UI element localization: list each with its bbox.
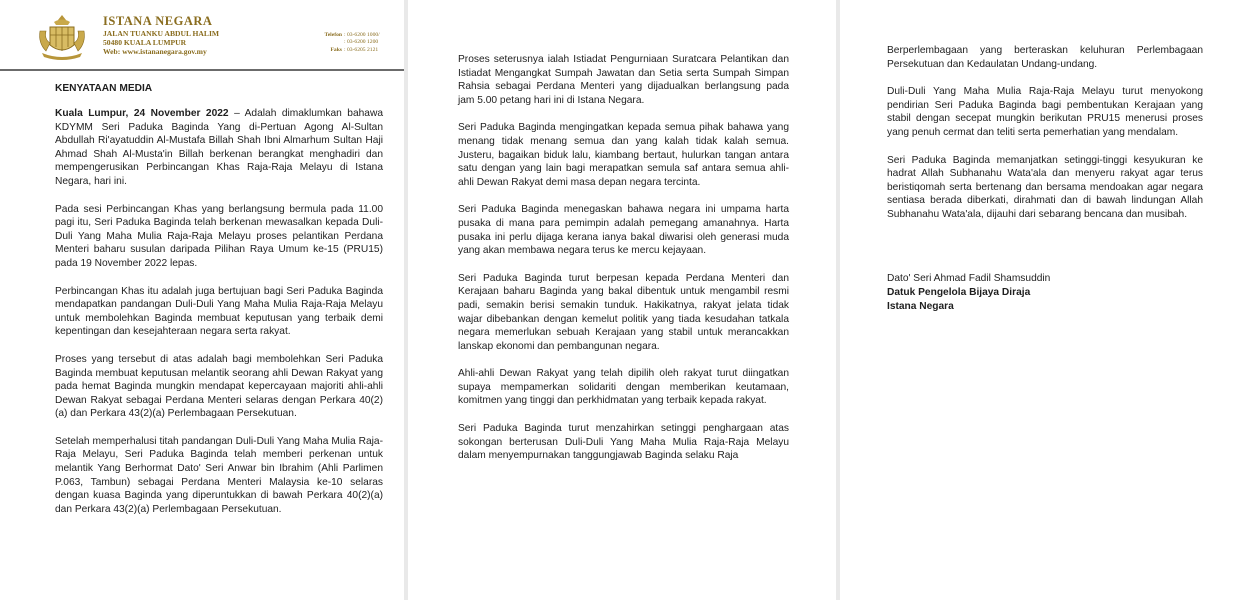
paragraph: Seri Paduka Baginda turut berpesan kepada Perdana Menteri dan Kerajaan baharu Baginda yang bakal dibentuk untuk mengambil resmi padi, semakin berisi semakin tunduk. Hakikatnya, rakyat jelata tidak wajar dibebankan dengan kemelut politik yang tiada kesudahan tatkala negara memerlukan sebuah Kerajaan yang stabil untuk merancakkan lanskap ekonomi dan pembangunan negara.	[458, 272, 789, 352]
address-line-2: 50480 KUALA LUMPUR	[103, 38, 187, 47]
signatory-title: Datuk Pengelola Bijaya Diraja	[887, 287, 1031, 298]
paragraph: Pada sesi Perbincangan Khas yang berlangsung bermula pada 11.00 pagi itu, Seri Paduka Baginda telah berkenan mewasalkan kepada Duli-Duli Yang Maha Mulia Raja-Raja Melayu proses pelantikan Perdana Menteri baharu susulan daripada Pilihan Raya Umum ke-15 (PRU15) pada 19 November 2022 lepas.	[55, 203, 383, 269]
document-page-3	[840, 0, 1256, 600]
paragraph	[55, 107, 383, 189]
signature-block	[887, 272, 1050, 314]
document-page-2	[408, 0, 836, 600]
address-line-1: JALAN TUANKU ABDUL HALIM	[103, 29, 220, 38]
letterhead-contact	[306, 32, 380, 54]
document-page-1	[0, 0, 404, 600]
paragraph: Seri Paduka Baginda mengingatkan kepada semua pihak bahawa yang menang tidak menang semua dan yang kalah tidak kalah semua. Justeru, bagaikan biduk lalu, kiambang bertaut, hulurkan tangan antara satu dengan yang lain bagi merapatkan semula saf antara semua ahli-ahli Dewan Rakyat demi masa depan negara tercinta.	[458, 122, 789, 188]
dateline: Kuala Lumpur, 24 November 2022	[55, 108, 229, 119]
telefon-number-1: : 03-6200 1000/	[344, 32, 380, 38]
paragraph: Duli-Duli Yang Maha Mulia Raja-Raja Melayu turut menyokong pendirian Seri Paduka Baginda bagi pembentukan Kerajaan yang stabil dengan secepat mungkin berikutan PRU15 menerusi proses yang penuh cermat dan teliti serta pemerhatian yang mendalam.	[887, 86, 1203, 138]
telefon-label: Telefon	[324, 32, 342, 38]
web-address: Web: www.istananegara.gov.my	[103, 47, 207, 56]
letterhead-name: ISTANA NEGARA	[103, 14, 213, 28]
paragraph: Setelah memperhalusi titah pandangan Duli-Duli Yang Maha Mulia Raja-Raja Melayu, Seri Paduka Baginda telah memberi perkenan untuk melantik Yang Berhormat Dato' Seri Anwar bin Ibrahim (Ahli Parlimen P.063, Tambun) sebagai Perdana Menteri Malaysia ke-10 selaras dengan kuasa Baginda yang diperuntukkan di bawah Perkara 40(2)(a) dan Perkara 43(2)(a) Perlembagaan Persekutuan.	[55, 435, 383, 515]
telefon-number-2: : 03-6200 1200	[344, 39, 379, 46]
paragraph: Berperlembagaan yang berteraskan keluhuran Perlembagaan Persekutuan dan Kedaulatan Undang-undang.	[887, 45, 1203, 70]
paragraph: Proses yang tersebut di atas adalah bagi membolehkan Seri Paduka Baginda membuat keputusan melantik seorang ahli Dewan Rakyat yang pada hemat Baginda mungkin mendapat kepercayaan majoriti ahli-ahli Dewan Rakyat sebagai Perdana Menteri selaras dengan Perkara 40(2)(a) dan Perkara 43(2)(a) Perlembagaan Persekutuan.	[55, 353, 383, 420]
signatory-name: Dato' Seri Ahmad Fadil Shamsuddin	[887, 273, 1051, 284]
faks-number: : 03-6205 2121	[344, 46, 379, 53]
paragraph: Perbincangan Khas itu adalah juga bertujuan bagi Seri Paduka Baginda mendapatkan pandangan Duli-Duli Yang Maha Mulia Raja-Raja Melayu untuk membolehkan Baginda membuat keputusan yang terbaik demi kepentingan dan kesejahteraan negara serta rakyat.	[55, 285, 383, 338]
paragraph: Proses seterusnya ialah Istiadat Pengurniaan Suratcara Pelantikan dan Istiadat Mengangkat Sumpah Jawatan dan Setia serta Sumpah Simpan Rahsia sebagai Perdana Menteri yang dijadualkan berlangsung pada jam 5.00 petang hari ini di Istana Negara.	[458, 54, 789, 106]
paragraph: Seri Paduka Baginda menegaskan bahawa negara ini umpama harta pusaka di mana para pemimpin adalah pemegang amanahnya. Harta pusaka ini perlu dijaga kerana ianya bakal diwarisi oleh generasi muda yang akan membawa negara terus ke mercu kejayaan.	[458, 204, 789, 257]
paragraph: Seri Paduka Baginda turut menzahirkan setinggi penghargaan atas sokongan berterusan Duli-Duli Yang Maha Mulia Raja-Raja Melayu dalam menyempurnakan tanggungjawab Baginda selaku Raja	[458, 423, 789, 462]
page-1-body	[55, 107, 383, 530]
faks-label: Faks	[330, 46, 342, 53]
paragraph-text: – Adalah dimaklumkan bahawa KDYMM Seri Paduka Baginda Yang di-Pertuan Agong Al-Sultan Abdullah Ri'ayatuddin Al-Mustafa Billah Shah Ibni Almarhum Sultan Haji Ahmad Shah Al-Musta'in Billah berkenan berangkat menghadiri dan mempengerusikan Perbincangan Khas Raja-Raja Melayu di Istana Negara, hari ini.	[55, 108, 383, 187]
coat-of-arms-icon	[32, 13, 92, 61]
letterhead-address	[103, 29, 219, 56]
letterhead-divider	[0, 69, 404, 71]
signatory-organisation: Istana Negara	[887, 301, 954, 312]
document-heading: KENYATAAN MEDIA	[55, 83, 153, 94]
page-2-body	[458, 53, 789, 477]
page-3-body	[887, 44, 1203, 236]
paragraph: Ahli-ahli Dewan Rakyat yang telah dipilih oleh rakyat turut diingatkan supaya mempamerkan solidariti dengan memberikan keutamaan, komitmen yang tinggi dan perkhidmatan yang terbaik kepada rakyat.	[458, 368, 789, 407]
letterhead	[0, 0, 404, 72]
paragraph: Seri Paduka Baginda memanjatkan setinggi-tinggi kesyukuran ke hadrat Allah Subhanahu Wata'ala dan menyeru rakyat agar terus beristiqomah serta bertenang dan bersama mendoakan agar negara sentiasa berada diberkati, dirahmati dan di bawah lindungan Allah Subhanahu Wata'ala, dijauhi dari sebarang bencana dan musibah.	[887, 154, 1203, 220]
